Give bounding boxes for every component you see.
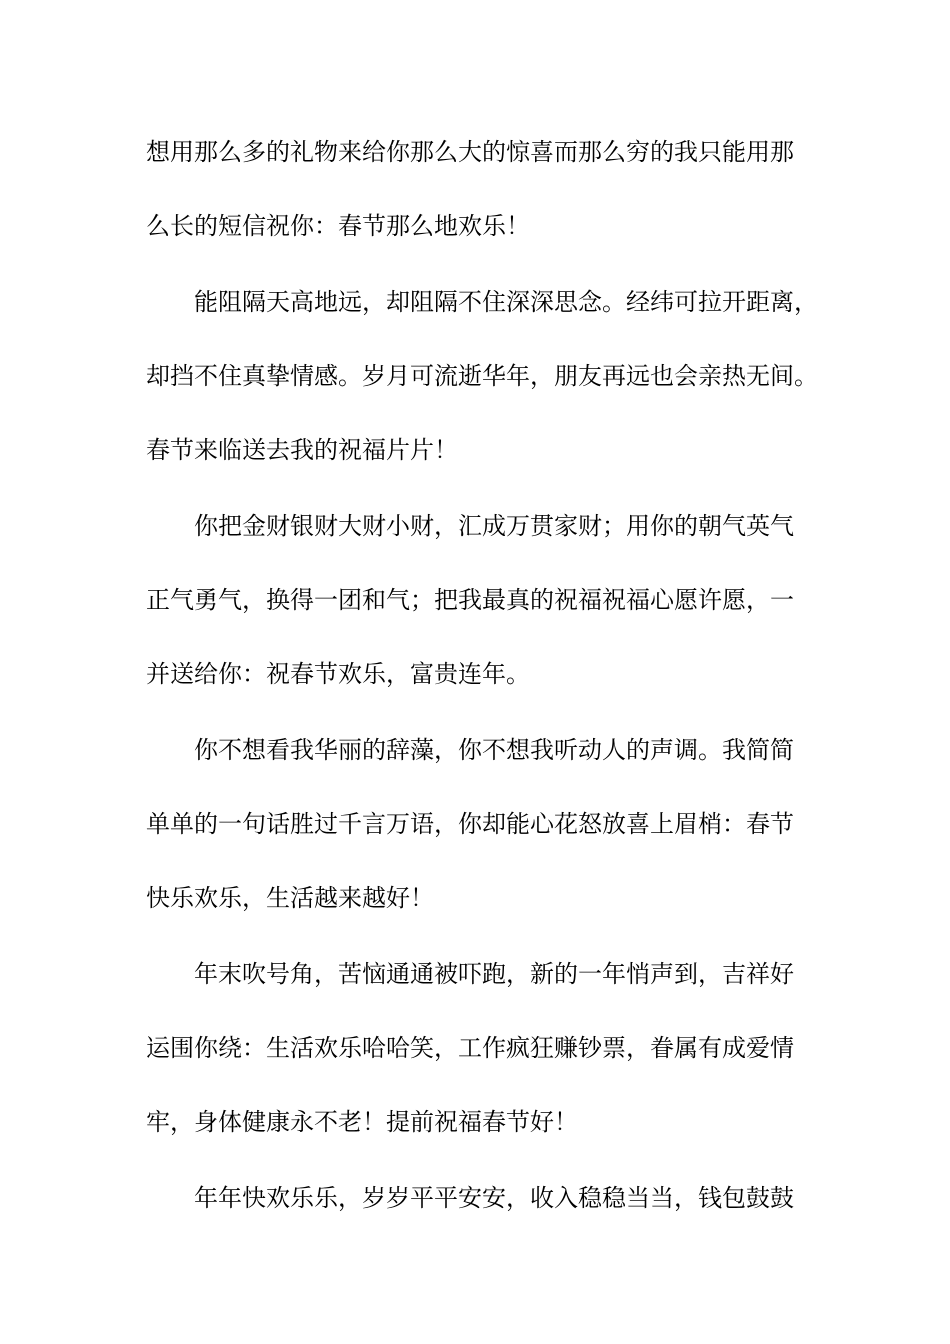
text-line: 却挡不住真挚情感。岁月可流逝华年，朋友再远也会亲热无间。 (146, 362, 818, 390)
paragraph-first-line: 能阻隔天高地远，却阻隔不住深深思念。经纬可拉开距离， (194, 288, 818, 316)
text-line: 想用那么多的礼物来给你那么大的惊喜而那么穷的我只能用那 (146, 138, 794, 166)
paragraph-first-line: 年末吹号角，苦恼通通被吓跑，新的一年悄声到，吉祥好 (194, 960, 794, 988)
text-line: 牢，身体健康永不老！提前祝福春节好！ (146, 1108, 578, 1136)
text-line: 运围你绕：生活欢乐哈哈笑，工作疯狂赚钞票，眷属有成爱情 (146, 1034, 794, 1062)
text-line: 快乐欢乐，生活越来越好！ (146, 884, 434, 912)
text-line: 并送给你：祝春节欢乐，富贵连年。 (146, 660, 530, 688)
text-line: 单单的一句话胜过千言万语，你却能心花怒放喜上眉梢：春节 (146, 810, 794, 838)
paragraph-first-line: 你不想看我华丽的辞藻，你不想我听动人的声调。我简简 (194, 736, 794, 764)
text-line: 正气勇气，换得一团和气；把我最真的祝福祝福心愿许愿，一 (146, 586, 794, 614)
text-line: 么长的短信祝你：春节那么地欢乐！ (146, 212, 530, 240)
text-line: 春节来临送去我的祝福片片！ (146, 436, 458, 464)
paragraph-first-line: 年年快欢乐乐，岁岁平平安安，收入稳稳当当，钱包鼓鼓 (194, 1184, 794, 1212)
paragraph-first-line: 你把金财银财大财小财，汇成万贯家财；用你的朝气英气 (194, 512, 794, 540)
